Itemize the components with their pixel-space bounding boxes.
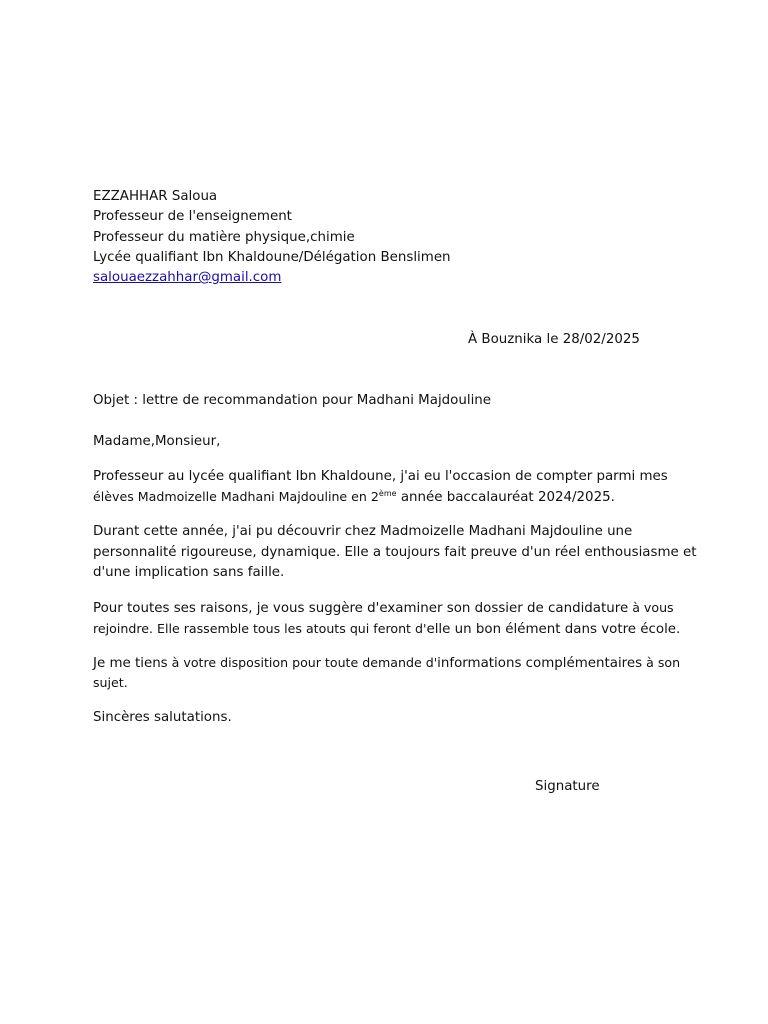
paragraph-1-line-1: Professeur au lycée qualifiant Ibn Khaldoune, j'ai eu l'occasion de compter parmi mes (93, 469, 668, 484)
paragraph-4-part-b: à votre disposition pour toute demande d' (167, 655, 438, 670)
paragraph-3-line-2-end: elle un bon élément dans votre école. (426, 622, 681, 637)
letter-object: Objet : lettre de recommandation pour Madhani Majdouline (93, 393, 492, 408)
paragraph-4-part-c: informations complémentaires (437, 656, 643, 671)
paragraph-2-line-1: Durant cette année, j'ai pu découvrir chez Madmoizelle Madhani Majdouline une (93, 524, 633, 539)
sender-role: Professeur de l'enseignement (93, 209, 292, 224)
closing: Sincères salutations. (93, 710, 232, 725)
paragraph-3-line-1 (93, 598, 674, 619)
signature-label: Signature (535, 779, 600, 794)
paragraph-3-line-1-start: Pour toutes ses raisons, je vous suggère d'examiner son dossier de candidature (93, 601, 629, 616)
paragraph-4-line-1 (93, 653, 680, 674)
paragraph-1-line-2-start: élèves Madmoizelle Madhani Majdouline en 2 (93, 489, 379, 504)
sender-email-link[interactable]: salouaezzahhar@gmail.com (93, 270, 282, 285)
place-date: À Bouznika le 28/02/2025 (468, 332, 640, 347)
sender-school: Lycée qualifiant Ibn Khaldoune/Délégation Benslimen (93, 250, 451, 265)
sender-name: EZZAHHAR Saloua (93, 189, 218, 204)
paragraph-4-part-d: à son (642, 655, 681, 670)
salutation: Madame,Monsieur, (93, 434, 221, 449)
superscript-eme: ème (378, 489, 397, 498)
paragraph-2-line-3: d'une implication sans faille. (93, 565, 285, 580)
paragraph-1-line-2-end: année baccalauréat 2024/2025. (396, 490, 615, 505)
paragraph-2-line-2: personnalité rigoureuse, dynamique. Elle a toujours fait preuve d'un réel enthousiasme et (93, 545, 697, 560)
paragraph-3-line-1-end: à vous (628, 600, 674, 615)
paragraph-1-line-2 (93, 487, 615, 508)
paragraph-4-line-2: sujet. (93, 675, 128, 690)
paragraph-3-line-2 (93, 619, 680, 640)
paragraph-3-line-2-start: rejoindre. Elle rassemble tous les atouts qui feront d' (93, 621, 427, 636)
sender-subject: Professeur du matière physique,chimie (93, 230, 355, 245)
paragraph-4-part-a: Je me tiens (93, 656, 168, 671)
